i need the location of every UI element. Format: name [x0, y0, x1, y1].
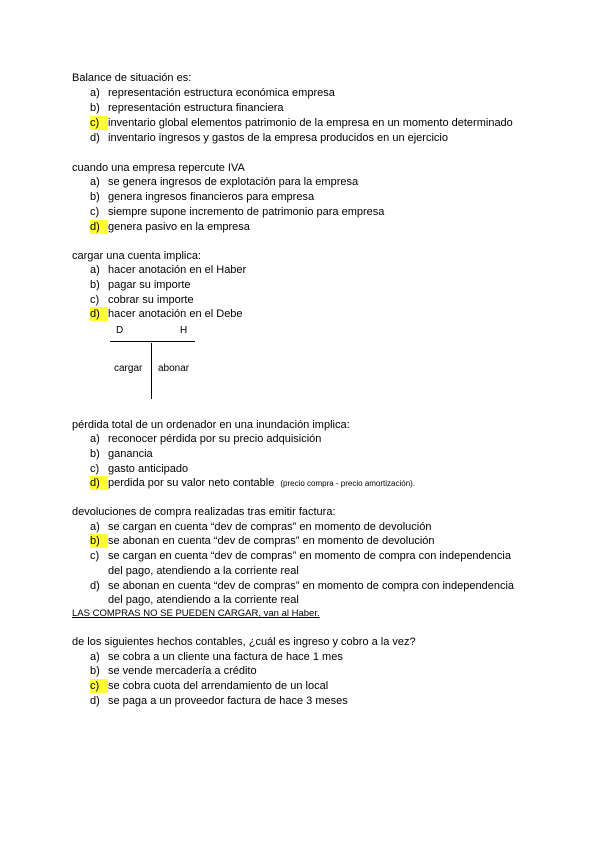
option-text: pagar su importe [108, 279, 191, 291]
option-letter: c) [90, 206, 100, 218]
option-text: se cargan en cuenta “dev de compras” en momento de compra con independencia [108, 550, 511, 562]
option-text: se cobra cuota del arrendamiento de un local [108, 680, 329, 692]
option-3b [90, 278, 191, 292]
option-text-continued: del pago, atendiendo a la corriente real [108, 594, 299, 606]
option-text: gasto anticipado [108, 463, 189, 475]
option-5c [90, 549, 511, 563]
option-letter: a) [90, 87, 100, 99]
option-6d [90, 694, 348, 708]
option-3d-correct [90, 307, 243, 321]
option-1b [90, 101, 283, 115]
option-1a [90, 86, 335, 100]
option-letter: d) [90, 695, 100, 707]
option-2b [90, 190, 314, 204]
option-4a [90, 432, 321, 446]
t-account-left-label: cargar [114, 363, 143, 374]
option-text: cobrar su importe [108, 294, 194, 306]
question-5: devoluciones de compra realizadas tras emitir factura: [72, 506, 336, 518]
option-6c-correct [90, 679, 328, 693]
option-text-continued: del pago, atendiendo a la corriente real [108, 565, 299, 577]
option-letter-highlighted: d) [90, 476, 108, 490]
option-text: hacer anotación en el Debe [108, 308, 243, 320]
t-account-vertical-line [151, 343, 152, 399]
t-account-horizontal-line [110, 341, 195, 342]
option-5c-continued [90, 564, 299, 578]
option-text: ganancia [108, 448, 153, 460]
option-text: representación estructura financiera [108, 102, 284, 114]
option-text: hacer anotación en el Haber [108, 264, 247, 276]
t-account-right-label: abonar [158, 363, 190, 374]
t-account-credit-head: H [180, 325, 188, 336]
option-text: reconocer pérdida por su precio adquisición [108, 433, 322, 445]
option-letter-highlighted: c) [90, 679, 108, 693]
option-letter: a) [90, 433, 100, 445]
option-letter: c) [90, 294, 100, 306]
question-6: de los siguientes hechos contables, ¿cuál es ingreso y cobro a la vez? [72, 636, 416, 648]
option-letter: b) [90, 279, 100, 291]
option-letter-highlighted: c) [90, 116, 108, 130]
option-letter: d) [90, 580, 100, 592]
option-text: genera ingresos financieros para empresa [108, 191, 315, 203]
option-letter: b) [90, 102, 100, 114]
underlined-note: LAS COMPRAS NO SE PUEDEN CARGAR, van al Haber. [72, 608, 320, 619]
option-text: se genera ingresos de explotación para la empresa [108, 176, 359, 188]
option-text: se cobra a un cliente una factura de hace 1 mes [108, 651, 343, 663]
option-letter: b) [90, 665, 100, 677]
option-letter-highlighted: d) [90, 307, 108, 321]
option-1d [90, 131, 448, 145]
option-text: inventario global elementos patrimonio de la empresa en un momento determinado [108, 117, 513, 129]
option-text: siempre supone incremento de patrimonio para empresa [108, 206, 385, 218]
option-letter-highlighted: b) [90, 534, 108, 548]
option-2c [90, 205, 384, 219]
question-4: pérdida total de un ordenador en una inundación implica: [72, 419, 350, 431]
option-text: se abonan en cuenta “dev de compras” en momento de devolución [108, 535, 435, 547]
option-5a [90, 520, 431, 534]
question-1: Balance de situación es: [72, 72, 192, 84]
option-text: se abonan en cuenta “dev de compras” en momento de compra con independencia [108, 580, 515, 592]
option-5d [90, 579, 514, 593]
option-2d-correct [90, 220, 250, 234]
option-text: se cargan en cuenta “dev de compras” en momento de devolución [108, 521, 432, 533]
option-3a [90, 263, 246, 277]
option-letter: a) [90, 521, 100, 533]
option-text: inventario ingresos y gastos de la empresa producidos en un ejercicio [108, 132, 448, 144]
option-letter: b) [90, 191, 100, 203]
option-letter: a) [90, 176, 100, 188]
option-letter: c) [90, 550, 100, 562]
option-text: genera pasivo en la empresa [108, 221, 250, 233]
option-letter-highlighted: d) [90, 220, 108, 234]
option-extra-note: (precio compra - precio amortización). [280, 479, 416, 488]
option-text: se vende mercadería a crédito [108, 665, 257, 677]
option-text: perdida por su valor neto contable [108, 477, 275, 489]
option-2a [90, 175, 358, 189]
option-4c [90, 462, 188, 476]
option-5d-continued [90, 593, 299, 607]
option-1c-correct [90, 116, 513, 130]
option-3c [90, 293, 194, 307]
option-5b-correct [90, 534, 435, 548]
option-4d-correct [90, 476, 415, 491]
t-account-debit-head: D [116, 325, 124, 336]
option-letter: c) [90, 463, 100, 475]
option-letter: d) [90, 132, 100, 144]
option-4b [90, 447, 153, 461]
option-text: se paga a un proveedor factura de hace 3 meses [108, 695, 348, 707]
option-text: representación estructura económica empresa [108, 87, 335, 99]
option-6a [90, 650, 343, 664]
option-letter: a) [90, 651, 100, 663]
option-letter: a) [90, 264, 100, 276]
option-6b [90, 664, 257, 678]
question-2: cuando una empresa repercute IVA [72, 162, 245, 174]
option-letter: b) [90, 448, 100, 460]
question-3: cargar una cuenta implica: [72, 250, 202, 262]
